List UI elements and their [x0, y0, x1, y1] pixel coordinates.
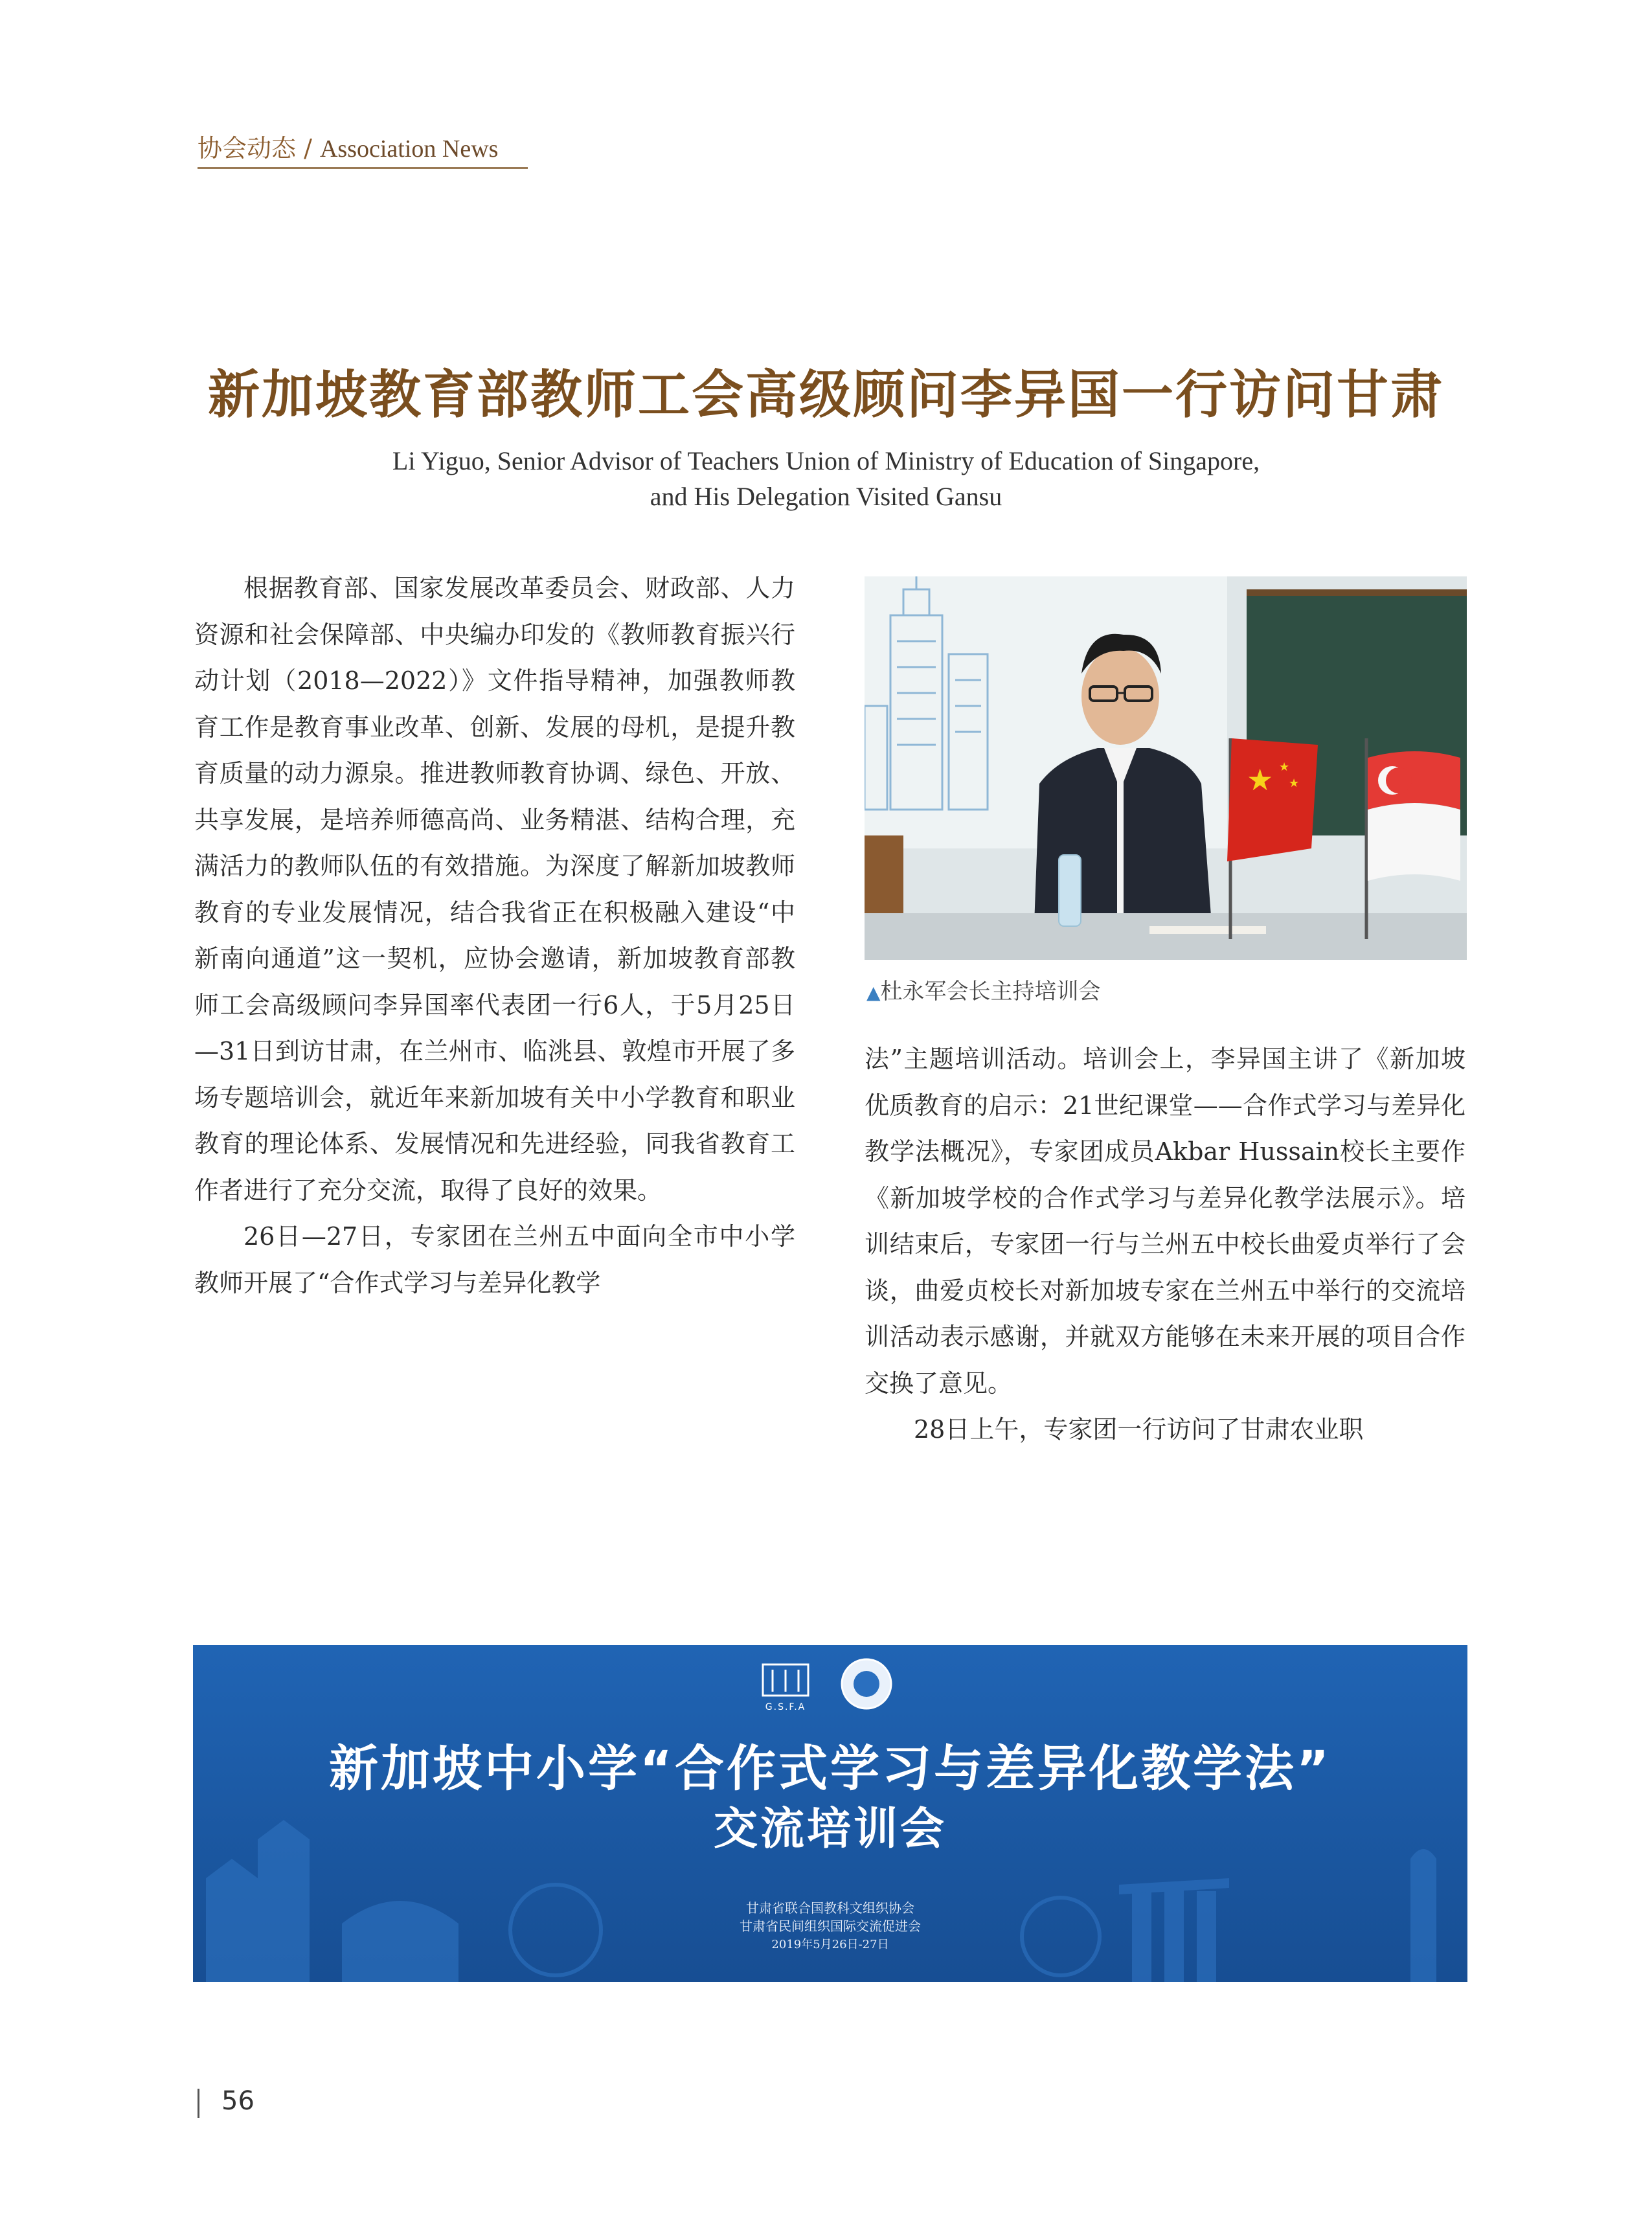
- event-banner: [193, 1645, 1467, 1982]
- caption-text: 杜永军会长主持培训会: [880, 979, 1101, 1005]
- section-separator: /: [296, 134, 320, 163]
- svg-text:★: ★: [1247, 762, 1274, 797]
- caption-marker-icon: ▲: [866, 982, 881, 1003]
- article-subtitle-line1: Li Yiguo, Senior Advisor of Teachers Union of Ministry of Education of Singapore,: [392, 446, 1260, 475]
- section-name-en: Association News: [319, 135, 499, 163]
- svg-text:★: ★: [1289, 777, 1300, 790]
- page-number-bar: [198, 2089, 199, 2118]
- meeting-photo: [865, 576, 1467, 960]
- page-number: 56: [221, 2086, 255, 2116]
- photo-caption: [866, 973, 1101, 1005]
- right-paragraph-1: 法”主题培训活动。培训会上，李异国主讲了《新加坡优质教育的启示：21世纪课堂——合作式学习与差异化教学法概况》，专家团成员Akbar Hussain校长主要作《新加坡学校的合作式学习与差异化教学法展示》。培训结束后，专家团一行与兰州五中校长曲爱贞举行了会谈，曲爱贞校长对新加坡专家在兰州五中举行的交流培训活动表示感谢，并就双方能够在未来开展的项目合作交换了意见。: [865, 1045, 1465, 1398]
- left-paragraph-1: 根据教育部、国家发展改革委员会、财政部、人力资源和社会保障部、中央编办印发的《教师教育振兴行动计划（2018—2022）》文件指导精神，加强教师教育工作是教育事业改革、创新、发展的母机，是提升教育质量的动力源泉。推进教师教育协调、绿色、开放、共享发展，是培养师德高尚、业务精湛、结构合理，充满活力的教师队伍的有效措施。为深度了解新加坡教师教育的专业发展情况，结合我省正在积极融入建设“中新南向通道”这一契机，应协会邀请，新加坡教育部教师工会高级顾问李异国率代表团一行6人，于5月25日—31日到访甘肃，在兰州市、临洮县、敦煌市开展了多场专题培训会，就近年来新加坡有关中小学教育和职业教育的理论体系、发展情况和先进经验，同我省教育工作者进行了充分交流，取得了良好的效果。: [194, 574, 795, 1205]
- svg-text:★: ★: [1279, 760, 1290, 774]
- right-paragraph-2: 28日上午，专家团一行访问了甘肃农业职: [914, 1415, 1364, 1444]
- banner-title-line1: 新加坡中小学“合作式学习与差异化教学法”: [329, 1740, 1331, 1797]
- section-name-cn: 协会动态: [198, 134, 297, 163]
- header-rule: [198, 167, 528, 169]
- banner-date: 2019年5月26日-27日: [771, 1938, 889, 1951]
- section-header: [198, 128, 498, 164]
- left-paragraph-2: 26日—27日，专家团在兰州五中面向全市中小学教师开展了“合作式学习与差异化教学: [194, 1222, 795, 1297]
- banner-title-line2: 交流培训会: [713, 1804, 947, 1855]
- photo-illustration: [865, 576, 1467, 960]
- banner-organizer-2: 甘肃省民间组织国际交流促进会: [740, 1918, 921, 1934]
- article-subtitle-line2: and His Delegation Visited Gansu: [650, 482, 1002, 511]
- banner-organizer-1: 甘肃省联合国教科文组织协会: [746, 1900, 914, 1916]
- left-column: [194, 565, 795, 1582]
- right-column: [865, 1036, 1465, 1587]
- banner-logo-text: G.S.F.A: [765, 1702, 806, 1712]
- article-title: 新加坡教育部教师工会高级顾问李异国一行访问甘肃: [208, 365, 1444, 425]
